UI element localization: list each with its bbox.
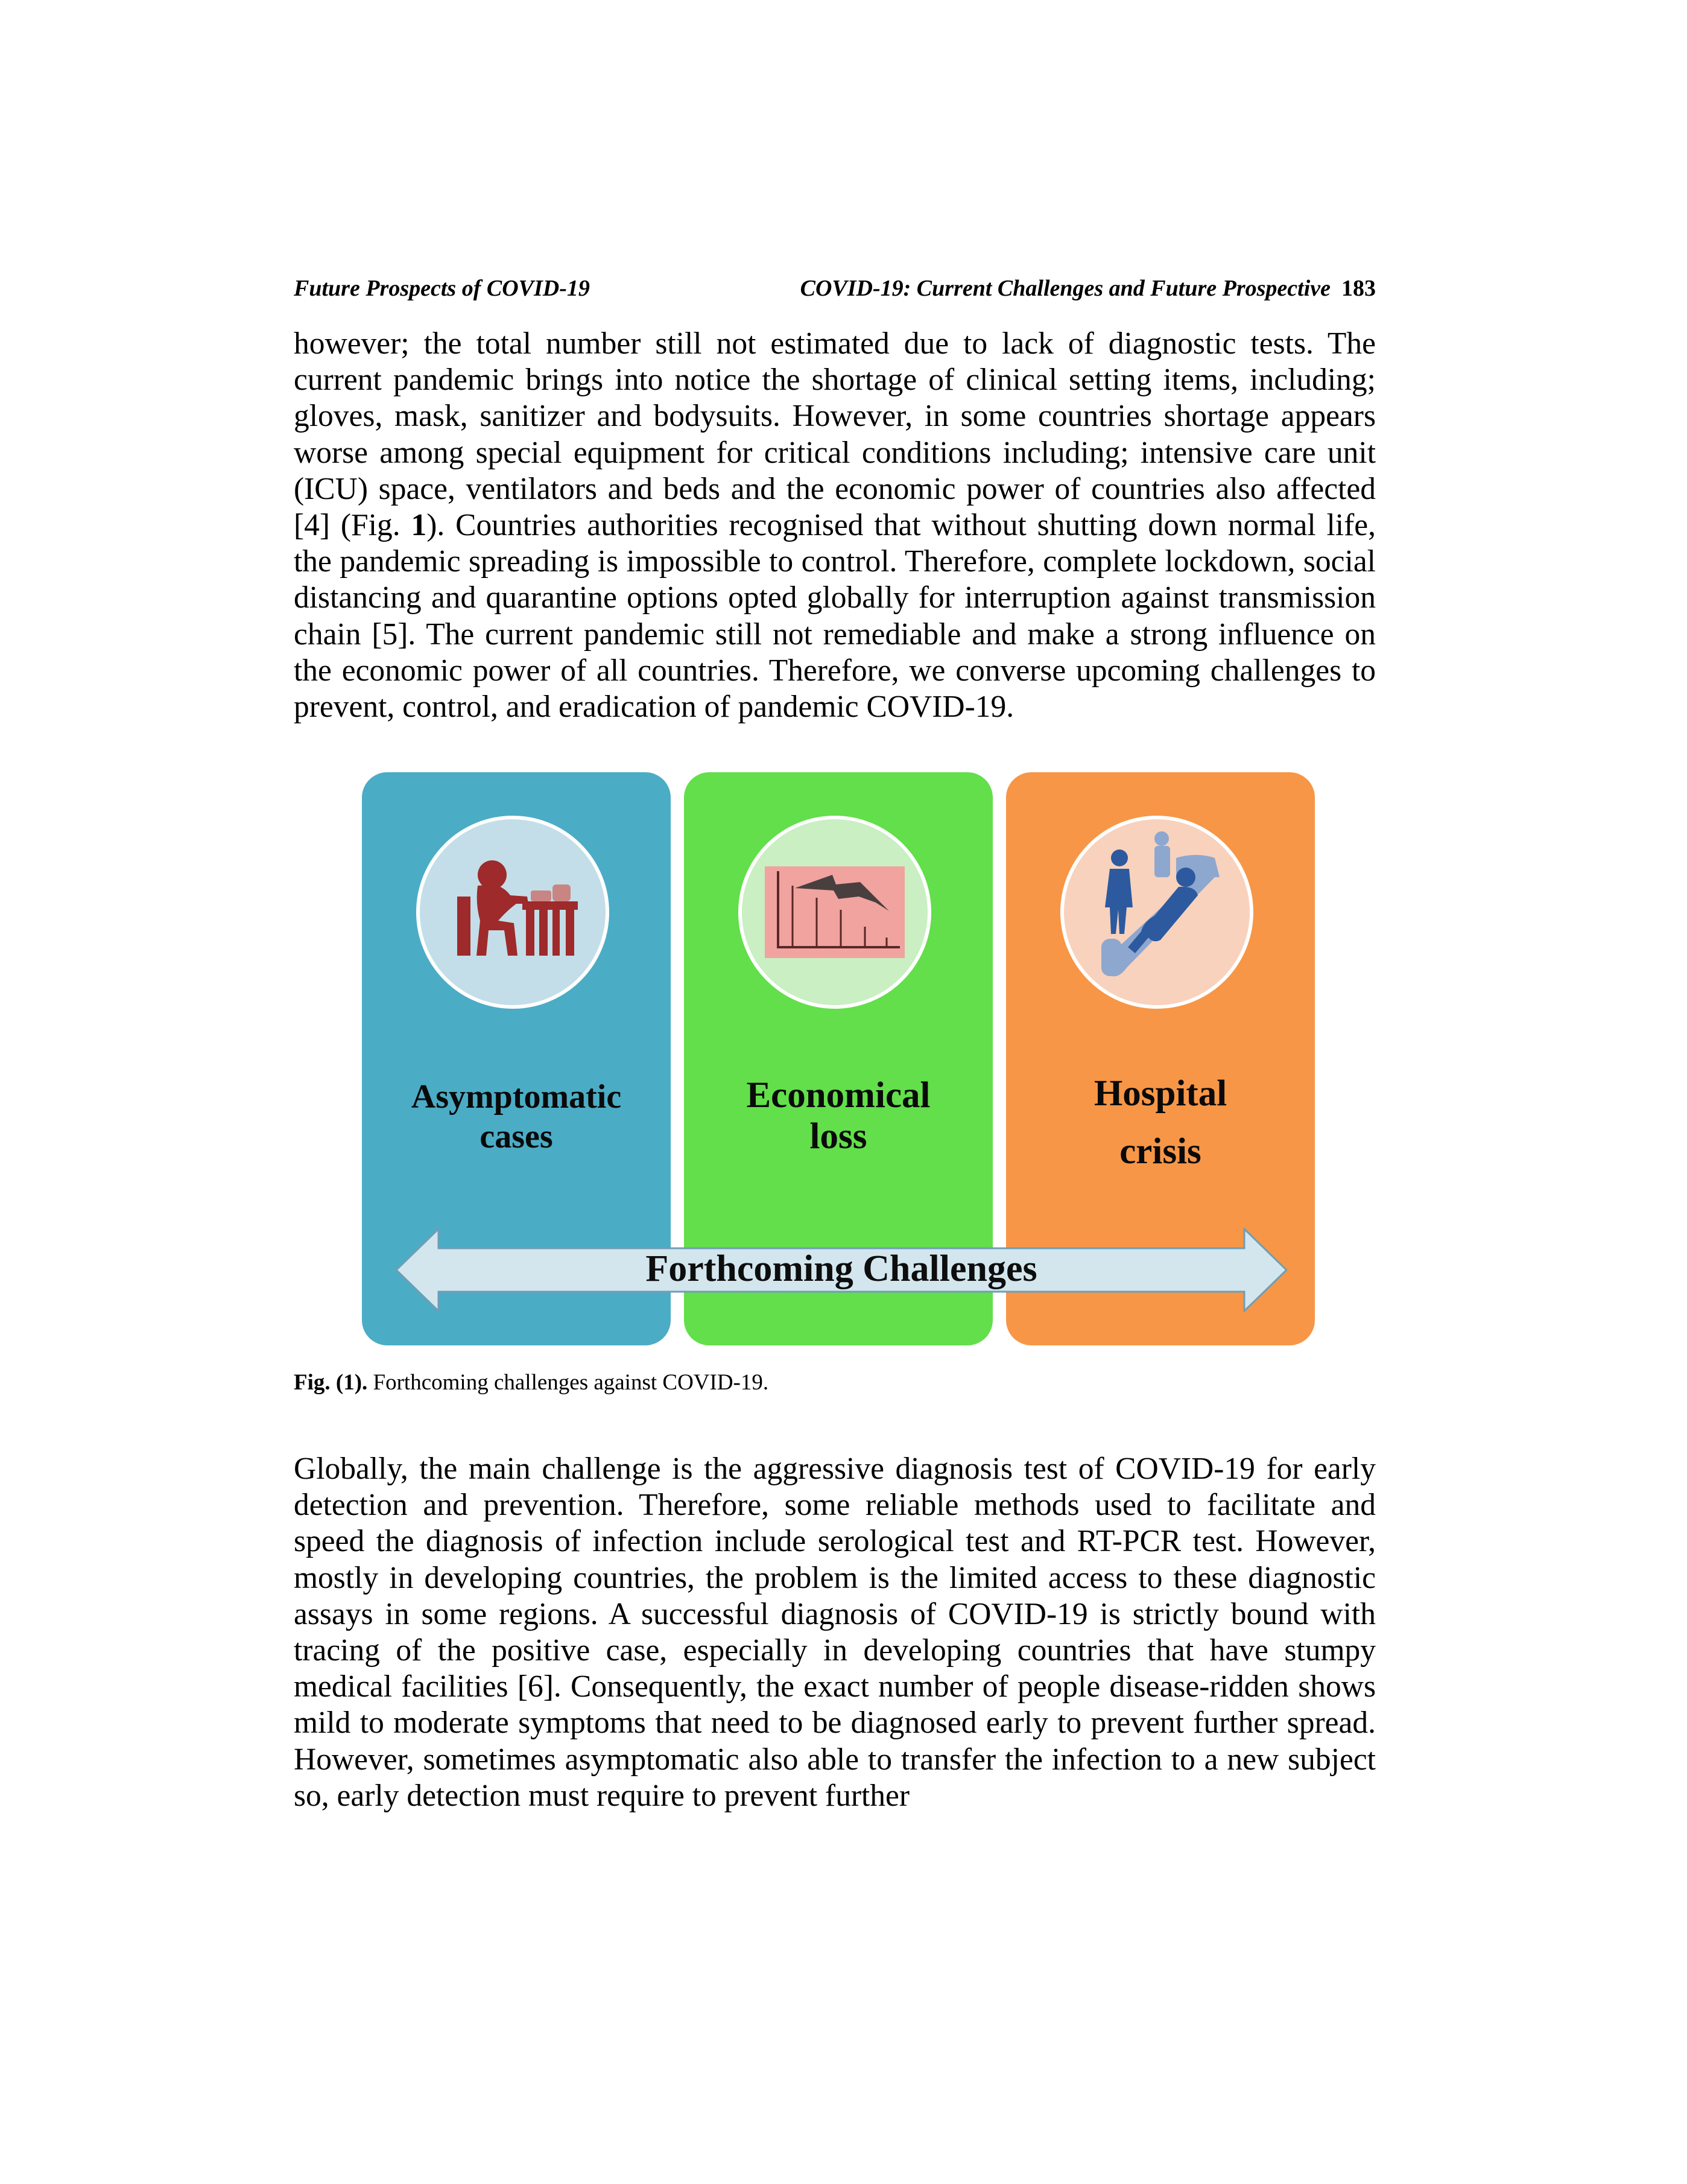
paragraph-2: Globally, the main challenge is the aggressive diagnosis test of COVID-19 for early detection and prevention. Therefore, some reliable methods used to facilitate and speed the diagnosis of infection include serological test and RT-PCR test. However, mostly in developing countries, the problem is the limited access to these diagnostic assays in some regions. A successful diagnosis of COVID-19 is strictly bound with tracing of the positive case, especially in developing countries that have stumpy medical facilities [6]. Consequently, the exact number of people disease-ridden shows mild to moderate symptoms that need to be diagnosed early to prevent further spread. However, sometimes asymptomatic also able to transfer the infection to a new subject so, early detection must require to prevent further <box>294 1452 1376 1813</box>
panel-label-hospital <box>1006 1065 1315 1181</box>
running-head-title: COVID-19: Current Challenges and Future Prospective <box>800 276 1331 301</box>
panel-label-line-1: Hospital <box>1094 1073 1227 1114</box>
panel-label-line-2: crisis <box>1119 1131 1201 1172</box>
panel-label-line-1: Economical <box>746 1075 931 1116</box>
caption-text: Forthcoming challenges against COVID-19. <box>367 1370 769 1395</box>
hospital-bed-icon <box>1060 816 1253 1009</box>
running-head-right <box>800 270 1376 306</box>
panel-label-economical <box>684 1075 993 1157</box>
page-number: 183 <box>1341 276 1376 301</box>
paragraph-1-part-b: ). Countries authorities recognised that without shutting down normal life, the pandemic spreading is impossible to control. Therefore, complete lockdown, social distancing and quarantine options opted globally for interruption against transmission chain [5]. The current pandemic still not remediable and make a strong influence on the economic power of all countries. Therefore, we converse upcoming challenges to prevent, control, and eradication of pandemic COVID-19. <box>294 508 1376 725</box>
figure-1 <box>362 772 1327 1345</box>
falling-chart-icon <box>738 816 931 1009</box>
running-head-left: Future Prospects of COVID-19 <box>294 276 590 301</box>
running-head <box>294 270 1376 306</box>
caption-label: Fig. (1). <box>294 1370 368 1395</box>
panel-label-asymptomatic <box>362 1077 671 1157</box>
panel-label-line-2: cases <box>480 1118 553 1155</box>
paragraph-1-part-a: however; the total number still not estimated due to lack of diagnostic tests. The current pandemic brings into notice the shortage of clinical setting items, including; gloves, mask, sanitizer and bodysuits. However, in some countries shortage appears worse among special equipment for critical conditions including; intensive care unit (ICU) space, ventilators and beds and the economic power of countries also affected [4] (Fig. <box>294 326 1376 543</box>
paragraph-1 <box>294 326 1376 725</box>
arrow-label: Forthcoming Challenges <box>645 1248 1037 1289</box>
figure-reference-link[interactable]: 1 <box>411 508 427 543</box>
figure-caption <box>294 1368 768 1398</box>
person-at-desk-icon <box>416 816 609 1009</box>
panel-label-line-2: loss <box>809 1116 867 1157</box>
panel-label-line-1: Asymptomatic <box>411 1078 622 1116</box>
